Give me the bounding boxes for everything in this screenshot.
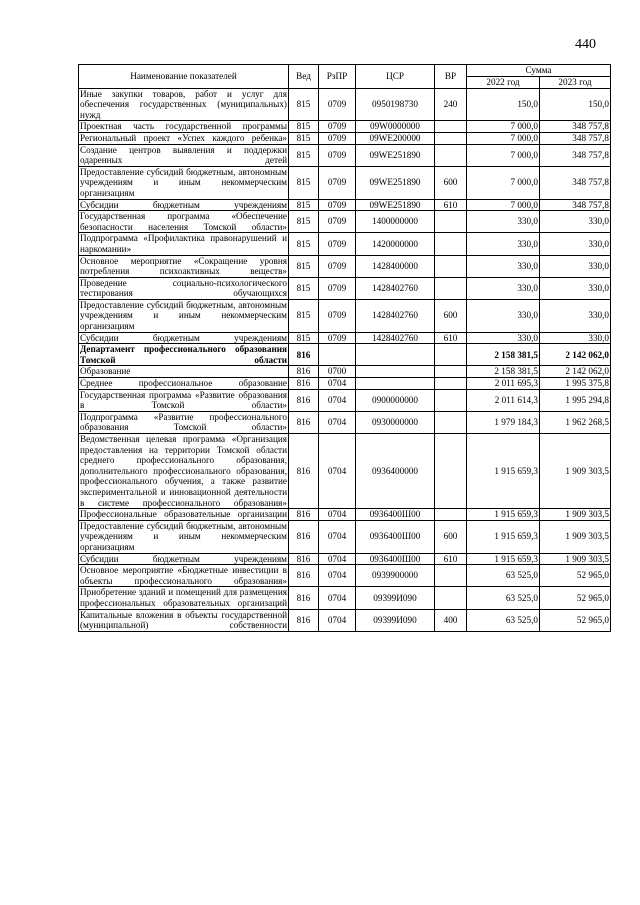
table-row	[79, 299, 611, 332]
cell-csr	[356, 378, 435, 390]
cell-rzpr: 0709	[319, 121, 356, 133]
cell-ved: 816	[289, 565, 319, 587]
cell-rzpr: 0704	[319, 553, 356, 565]
cell-2022: 330,0	[467, 277, 540, 299]
cell-vr	[435, 277, 467, 299]
cell-2023: 1 995 375,8	[540, 378, 611, 390]
cell-name: Среднее профессиональное образование	[80, 378, 287, 389]
cell-csr: 0950198730	[356, 88, 435, 121]
cell-rzpr: 0709	[319, 199, 356, 211]
cell-csr: 09W0000000	[356, 121, 435, 133]
cell-2022: 2 158 381,5	[467, 344, 540, 366]
table-body	[79, 88, 611, 631]
cell-ved: 815	[289, 132, 319, 144]
cell-2023: 2 142 062,0	[540, 366, 611, 378]
cell-2022: 330,0	[467, 255, 540, 277]
cell-name: Субсидии бюджетным учреждениям	[80, 553, 287, 564]
cell-csr	[356, 366, 435, 378]
cell-ved: 815	[289, 332, 319, 344]
table-header-row	[79, 65, 611, 77]
cell-2022: 330,0	[467, 233, 540, 255]
cell-2023: 348 757,8	[540, 199, 611, 211]
table-row	[79, 434, 611, 509]
cell-rzpr: 0709	[319, 166, 356, 199]
cell-ved: 816	[289, 553, 319, 565]
cell-2022: 63 525,0	[467, 565, 540, 587]
cell-2023: 52 965,0	[540, 587, 611, 609]
cell-csr: 09WE251890	[356, 166, 435, 199]
table-row	[79, 565, 611, 587]
cell-name: Предоставление субсидий бюджетным, автономным учреждениям и иным некоммерческим организациям	[80, 520, 287, 552]
cell-vr	[435, 411, 467, 433]
cell-2022: 7 000,0	[467, 166, 540, 199]
cell-rzpr: 0704	[319, 434, 356, 509]
cell-rzpr: 0704	[319, 587, 356, 609]
table-row	[79, 88, 611, 121]
cell-ved: 816	[289, 389, 319, 411]
cell-2022: 1 915 659,3	[467, 553, 540, 565]
cell-ved: 815	[289, 199, 319, 211]
cell-csr: 0936400Ш00	[356, 520, 435, 553]
cell-2023: 348 757,8	[540, 121, 611, 133]
cell-ved: 815	[289, 144, 319, 166]
cell-name: Департамент профессионального образования Томской области	[80, 344, 287, 365]
cell-csr: 1428402760	[356, 332, 435, 344]
cell-ved: 816	[289, 509, 319, 521]
table-row	[79, 211, 611, 233]
cell-name: Региональный проект «Успех каждого ребенка»	[80, 132, 287, 143]
cell-vr: 600	[435, 299, 467, 332]
cell-2023: 330,0	[540, 233, 611, 255]
cell-rzpr: 0709	[319, 144, 356, 166]
cell-rzpr: 0704	[319, 520, 356, 553]
cell-name: Основное мероприятие «Сокращение уровня потребления психоактивных веществ»	[80, 255, 287, 277]
cell-vr	[435, 211, 467, 233]
cell-2022: 330,0	[467, 299, 540, 332]
cell-ved: 815	[289, 121, 319, 133]
cell-2023: 330,0	[540, 255, 611, 277]
table-row	[79, 121, 611, 133]
cell-name: Основное мероприятие «Бюджетные инвестиции в объекты профессионального образования»	[80, 565, 287, 586]
cell-name: Проведение социально-психологического тестирования обучающихся	[80, 277, 287, 299]
cell-name: Государственная программа «Развитие образования в Томской области»	[80, 389, 287, 411]
cell-vr: 610	[435, 553, 467, 565]
cell-csr: 09WE251890	[356, 144, 435, 166]
cell-vr	[435, 587, 467, 609]
cell-rzpr: 0704	[319, 389, 356, 411]
page-number: 440	[575, 37, 596, 52]
cell-ved: 816	[289, 609, 319, 631]
cell-csr	[356, 344, 435, 366]
cell-vr	[435, 565, 467, 587]
cell-ved: 815	[289, 166, 319, 199]
table-row	[79, 389, 611, 411]
cell-2023: 1 962 268,5	[540, 411, 611, 433]
cell-vr	[435, 121, 467, 133]
cell-ved: 815	[289, 255, 319, 277]
cell-ved: 816	[289, 411, 319, 433]
cell-ved: 815	[289, 233, 319, 255]
cell-2022: 7 000,0	[467, 199, 540, 211]
cell-csr: 0936400Ш00	[356, 509, 435, 521]
cell-2023: 1 909 303,5	[540, 434, 611, 509]
cell-vr: 400	[435, 609, 467, 631]
cell-ved: 815	[289, 299, 319, 332]
cell-2023: 1 995 294,8	[540, 389, 611, 411]
cell-name: Профессиональные образовательные организации	[80, 509, 287, 520]
cell-name: Создание центров выявления и поддержки одаренных детей	[80, 144, 287, 166]
cell-name: Субсидии бюджетным учреждениям	[80, 332, 287, 343]
cell-vr: 600	[435, 520, 467, 553]
cell-vr: 600	[435, 166, 467, 199]
header-2022: 2022 год	[467, 76, 540, 88]
cell-ved: 816	[289, 378, 319, 390]
cell-csr: 0936400Ш00	[356, 553, 435, 565]
cell-2022: 2 011 614,3	[467, 389, 540, 411]
header-2023: 2023 год	[540, 76, 611, 88]
cell-rzpr: 0704	[319, 509, 356, 521]
cell-csr: 1428402760	[356, 277, 435, 299]
header-sum: Сумма	[467, 65, 611, 77]
cell-csr: 1400000000	[356, 211, 435, 233]
table-row	[79, 587, 611, 609]
cell-2022: 150,0	[467, 88, 540, 121]
cell-rzpr: 0709	[319, 233, 356, 255]
cell-csr: 0900000000	[356, 389, 435, 411]
cell-2022: 330,0	[467, 211, 540, 233]
cell-vr	[435, 132, 467, 144]
cell-name: Предоставление субсидий бюджетным, автономным учреждениям и иным некоммерческим организациям	[80, 166, 287, 198]
cell-rzpr: 0700	[319, 366, 356, 378]
cell-rzpr: 0704	[319, 411, 356, 433]
cell-2023: 52 965,0	[540, 565, 611, 587]
cell-name: Проектная часть государственной программы	[80, 121, 287, 132]
cell-csr: 09399И090	[356, 609, 435, 631]
cell-2023: 52 965,0	[540, 609, 611, 631]
cell-rzpr: 0709	[319, 277, 356, 299]
table-row	[79, 344, 611, 366]
cell-rzpr: 0709	[319, 332, 356, 344]
cell-2023: 330,0	[540, 332, 611, 344]
cell-csr: 1428400000	[356, 255, 435, 277]
table-row	[79, 277, 611, 299]
cell-name: Предоставление субсидий бюджетным, автономным учреждениям и иным некоммерческим организациям	[80, 299, 287, 332]
cell-name: Образование	[79, 366, 289, 378]
cell-vr: 610	[435, 332, 467, 344]
cell-csr: 0939900000	[356, 565, 435, 587]
cell-ved: 815	[289, 88, 319, 121]
cell-2023: 330,0	[540, 211, 611, 233]
cell-vr: 240	[435, 88, 467, 121]
cell-2022: 1 915 659,3	[467, 520, 540, 553]
cell-2022: 7 000,0	[467, 144, 540, 166]
cell-ved: 816	[289, 434, 319, 509]
cell-2022: 330,0	[467, 332, 540, 344]
cell-rzpr: 0704	[319, 378, 356, 390]
cell-name: Субсидии бюджетным учреждениям	[80, 199, 287, 210]
cell-vr	[435, 144, 467, 166]
table-row	[79, 411, 611, 433]
cell-rzpr	[319, 344, 356, 366]
cell-name: Иные закупки товаров, работ и услуг для обеспечения государственных (муниципальных) нужд	[80, 88, 287, 120]
cell-rzpr: 0704	[319, 565, 356, 587]
cell-2022: 1 979 184,3	[467, 411, 540, 433]
cell-2022: 7 000,0	[467, 132, 540, 144]
table-row	[79, 366, 611, 378]
cell-2023: 2 142 062,0	[540, 344, 611, 366]
table-row	[79, 166, 611, 199]
table-row	[79, 199, 611, 211]
cell-vr	[435, 255, 467, 277]
cell-2022: 1 915 659,3	[467, 434, 540, 509]
table-row	[79, 132, 611, 144]
cell-ved: 815	[289, 211, 319, 233]
cell-rzpr: 0709	[319, 211, 356, 233]
cell-2022: 63 525,0	[467, 609, 540, 631]
cell-csr: 0936400000	[356, 434, 435, 509]
cell-csr: 1428402760	[356, 299, 435, 332]
header-csr: ЦСР	[356, 65, 435, 89]
cell-rzpr: 0709	[319, 299, 356, 332]
table-row	[79, 144, 611, 166]
table-row	[79, 520, 611, 553]
cell-ved: 816	[289, 587, 319, 609]
cell-name: Государственная программа «Обеспечение безопасности населения Томской области»	[80, 211, 287, 232]
cell-ved: 816	[289, 366, 319, 378]
cell-2022: 63 525,0	[467, 587, 540, 609]
cell-ved: 815	[289, 277, 319, 299]
table-row	[79, 233, 611, 255]
cell-2023: 348 757,8	[540, 144, 611, 166]
cell-2022: 1 915 659,3	[467, 509, 540, 521]
cell-rzpr: 0709	[319, 255, 356, 277]
cell-ved: 816	[289, 520, 319, 553]
cell-vr: 610	[435, 199, 467, 211]
cell-csr: 09399И090	[356, 587, 435, 609]
cell-2023: 1 909 303,5	[540, 509, 611, 521]
cell-vr	[435, 434, 467, 509]
cell-2023: 348 757,8	[540, 166, 611, 199]
table-row	[79, 255, 611, 277]
cell-name: Капитальные вложения в объекты государственной (муниципальной) собственности	[80, 609, 287, 631]
cell-csr: 0930000000	[356, 411, 435, 433]
table-row	[79, 609, 611, 631]
cell-2023: 330,0	[540, 277, 611, 299]
cell-2023: 1 909 303,5	[540, 553, 611, 565]
cell-name: Приобретение зданий и помещений для размещения профессиональных образовательных организаций	[80, 587, 287, 608]
cell-csr: 1420000000	[356, 233, 435, 255]
cell-2023: 150,0	[540, 88, 611, 121]
cell-vr	[435, 389, 467, 411]
cell-2022: 7 000,0	[467, 121, 540, 133]
cell-vr	[435, 233, 467, 255]
cell-2023: 348 757,8	[540, 132, 611, 144]
cell-csr: 09WE200000	[356, 132, 435, 144]
cell-2022: 2 158 381,5	[467, 366, 540, 378]
header-vr: ВР	[435, 65, 467, 89]
cell-ved: 816	[289, 344, 319, 366]
cell-csr: 09WE251890	[356, 199, 435, 211]
cell-vr	[435, 344, 467, 366]
table-row	[79, 509, 611, 521]
cell-name: Подпрограмма «Профилактика правонарушений и наркомании»	[80, 233, 287, 254]
cell-rzpr: 0709	[319, 132, 356, 144]
cell-vr	[435, 366, 467, 378]
header-name: Наименование показателей	[79, 65, 289, 89]
header-rzpr: РзПР	[319, 65, 356, 89]
cell-rzpr: 0704	[319, 609, 356, 631]
cell-2022: 2 011 695,3	[467, 378, 540, 390]
cell-vr	[435, 378, 467, 390]
cell-name: Ведомственная целевая программа «Организация предоставления на территории Томской области среднего профессионального образования, дополнительного профессионального образования, профессионального обучения, а также развитие экспериментальной и инновационной деятельности в системе профессионального образования»	[80, 434, 287, 508]
cell-vr	[435, 509, 467, 521]
cell-2023: 1 909 303,5	[540, 520, 611, 553]
table-row	[79, 332, 611, 344]
table-row	[79, 553, 611, 565]
cell-rzpr: 0709	[319, 88, 356, 121]
cell-name: Подпрограмма «Развитие профессионального образования Томской области»	[80, 411, 287, 433]
budget-table	[78, 64, 611, 632]
table-row	[79, 378, 611, 390]
header-ved: Вед	[289, 65, 319, 89]
cell-2023: 330,0	[540, 299, 611, 332]
